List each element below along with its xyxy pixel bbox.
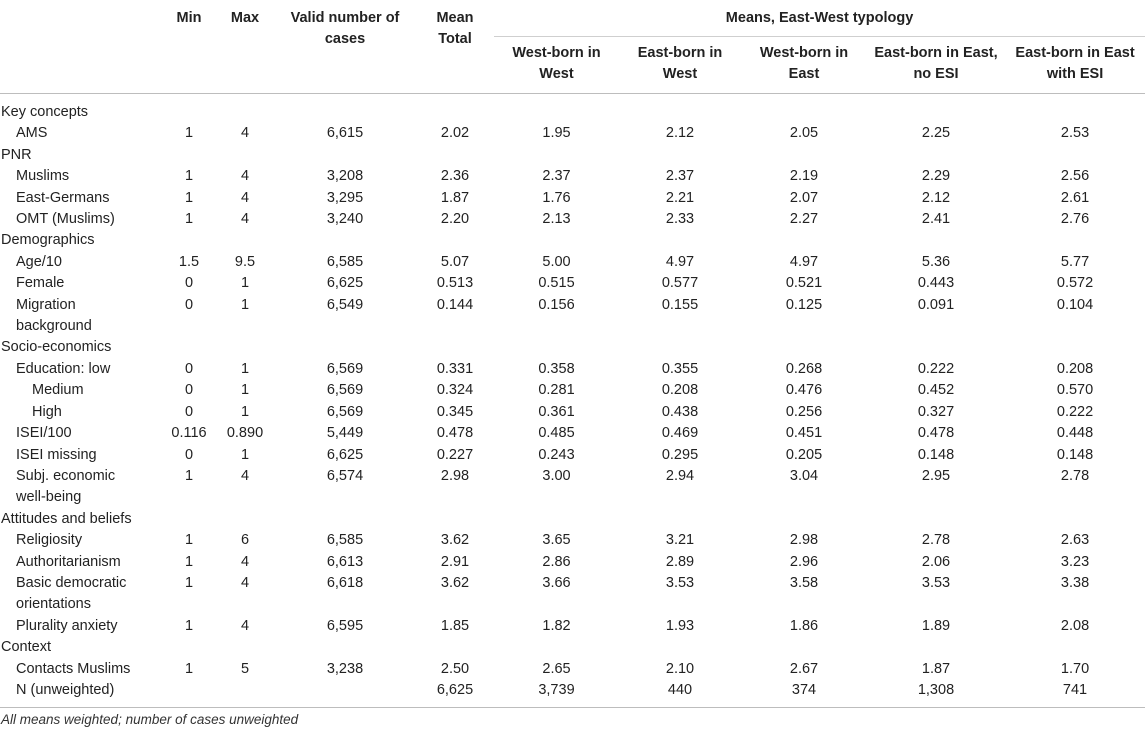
row-label: Contacts Muslims — [16, 660, 131, 677]
cell-group-mean: 0.358 — [538, 360, 575, 377]
cell-empty — [1005, 316, 1145, 337]
cell-min: 0 — [184, 275, 194, 292]
cell-empty — [867, 487, 1005, 508]
table-row — [0, 209, 1145, 230]
row-label: Basic democratic — [16, 574, 127, 591]
cell-group-mean: 2.41 — [921, 211, 951, 228]
section-label: Socio-economics — [1, 339, 112, 356]
cell-valid-cases: 6,569 — [326, 403, 364, 420]
cell-group-mean: 0.125 — [785, 296, 823, 313]
table-row — [0, 402, 1145, 423]
cell-group-mean: 2.95 — [921, 467, 951, 484]
cell-group-mean: 5.36 — [921, 253, 951, 270]
cell-group-mean: 5.00 — [542, 253, 571, 270]
table-row — [0, 423, 1145, 444]
cell-empty — [867, 316, 1005, 337]
cell-mean-total: 0.345 — [436, 403, 474, 420]
cell-mean-total: 0.331 — [436, 360, 474, 377]
cell-valid-cases: 3,240 — [326, 211, 364, 228]
cell-empty — [619, 316, 741, 337]
cell-mean-total: 0.478 — [436, 425, 474, 442]
cell-min: 1 — [184, 574, 194, 591]
cell-group-mean: 2.65 — [542, 660, 571, 677]
cell-group-mean: 2.12 — [665, 125, 695, 142]
cell-group-mean: 0.148 — [1056, 446, 1094, 463]
cell-valid-cases: 6,595 — [326, 617, 364, 634]
cell-group-mean: 0.355 — [661, 360, 699, 377]
cell-group-mean: 741 — [1005, 680, 1145, 708]
cell-mean-total: 5.07 — [440, 253, 470, 270]
row-label: Religiosity — [16, 532, 83, 549]
cell-mean-total: 1.85 — [440, 617, 470, 634]
row-label: Medium — [32, 382, 84, 399]
row-label: Authoritarianism — [16, 553, 121, 570]
cell-group-mean: 0.148 — [917, 446, 955, 463]
cell-max: 1 — [240, 382, 250, 399]
cell-group-mean: 0.268 — [785, 360, 823, 377]
cell-group-mean: 2.27 — [789, 211, 819, 228]
cell-group-mean: 0.448 — [1056, 425, 1094, 442]
cell-group-mean: 1.89 — [921, 617, 951, 634]
cell-group-mean: 2.12 — [921, 189, 951, 206]
cell-group-mean: 4.97 — [789, 253, 819, 270]
cell-group-mean: 3.38 — [1060, 574, 1090, 591]
cell-max: 6 — [240, 532, 250, 549]
cell-empty — [162, 316, 216, 337]
table-note: All means weighted; number of cases unweighted — [1, 712, 299, 727]
row-label: well-being — [16, 489, 82, 506]
cell-min: 1 — [184, 168, 194, 185]
cell-mean-total: 2.98 — [440, 467, 470, 484]
cell-max: 0.890 — [226, 425, 264, 442]
cell-valid-cases: 3,238 — [326, 660, 364, 677]
header-valid-cases: Valid number of cases — [290, 10, 400, 47]
table-row — [0, 252, 1145, 273]
cell-min: 1 — [184, 189, 194, 206]
cell-empty — [274, 594, 416, 615]
cell-group-mean: 3.53 — [665, 574, 695, 591]
cell-group-mean: 2.05 — [789, 125, 819, 142]
cell-group-mean: 2.67 — [789, 660, 819, 677]
cell-group-mean: 2.78 — [1060, 467, 1090, 484]
cell-max: 1 — [240, 446, 250, 463]
cell-max: 4 — [240, 168, 250, 185]
header-max: Max — [230, 10, 260, 26]
cell-empty — [416, 316, 494, 337]
cell-group-mean: 0.208 — [1056, 360, 1094, 377]
cell-mean-total: 2.36 — [440, 168, 470, 185]
cell-min: 1 — [184, 553, 194, 570]
row-label: Age/10 — [16, 253, 62, 270]
row-label: ISEI/100 — [16, 425, 72, 442]
cell-empty — [741, 594, 867, 615]
cell-group-mean: 3.23 — [1060, 553, 1090, 570]
table-row — [0, 616, 1145, 637]
cell-group-mean: 0.438 — [661, 403, 699, 420]
cell-valid-cases: 6,574 — [326, 467, 364, 484]
table-row — [0, 466, 1145, 487]
row-label: Subj. economic — [16, 467, 116, 484]
cell-empty — [216, 487, 274, 508]
cell-group-mean: 1,308 — [867, 680, 1005, 708]
cell-group-mean: 2.07 — [789, 189, 819, 206]
cell-min: 1.5 — [178, 253, 200, 270]
table-row-continuation — [0, 487, 1145, 508]
cell-group-mean: 2.96 — [789, 553, 819, 570]
cell-valid-cases: 3,295 — [326, 189, 364, 206]
cell-empty — [216, 316, 274, 337]
cell-max: 1 — [240, 360, 250, 377]
cell-mean-total: 3.62 — [440, 574, 470, 591]
cell-valid-cases: 6,625 — [326, 446, 364, 463]
cell-group-mean: 0.361 — [538, 403, 575, 420]
cell-group-mean: 374 — [741, 680, 867, 708]
cell-valid-cases: 6,613 — [326, 553, 364, 570]
cell-min: 1 — [184, 532, 194, 549]
cell-group-mean: 2.10 — [665, 660, 695, 677]
cell-group-mean: 3.53 — [921, 574, 951, 591]
cell-empty — [162, 594, 216, 615]
cell-min: 0 — [184, 360, 194, 377]
cell-group-mean: 2.89 — [665, 553, 695, 570]
cell-empty — [494, 487, 619, 508]
cell-empty — [274, 487, 416, 508]
cell-group-mean: 2.86 — [542, 553, 571, 570]
cell-empty — [216, 594, 274, 615]
cell-min: 0 — [184, 403, 194, 420]
cell-group-mean: 0.104 — [1056, 296, 1094, 313]
cell-group-mean: 0.451 — [785, 425, 823, 442]
row-label: OMT (Muslims) — [16, 211, 115, 228]
cell-group-mean: 1.95 — [542, 125, 571, 142]
cell-group-mean: 2.63 — [1060, 532, 1090, 549]
cell-group-mean: 0.515 — [538, 275, 575, 292]
cell-group-mean: 2.37 — [665, 168, 695, 185]
cell-group-mean: 1.93 — [665, 617, 695, 634]
section-row — [0, 509, 1145, 530]
table-row-continuation — [0, 316, 1145, 337]
table-row — [0, 123, 1145, 144]
cell-mean-total: 2.02 — [440, 125, 470, 142]
cell-group-mean: 3.58 — [789, 574, 819, 591]
cell-valid-cases: 6,585 — [326, 253, 364, 270]
cell-group-mean: 2.21 — [665, 189, 695, 206]
cell-min: 0.116 — [171, 425, 207, 442]
cell-group-mean: 3.66 — [542, 574, 571, 591]
cell-group-mean: 4.97 — [665, 253, 695, 270]
section-label: Key concepts — [1, 104, 89, 120]
cell-empty — [867, 594, 1005, 615]
row-label: AMS — [16, 125, 48, 142]
cell-group-mean: 2.06 — [921, 553, 951, 570]
cell-group-mean: 3.21 — [665, 532, 695, 549]
cell-max: 1 — [240, 275, 250, 292]
cell-group-mean: 3.04 — [789, 467, 819, 484]
cell-group-mean: 1.70 — [1060, 660, 1090, 677]
cell-group-mean: 5.77 — [1060, 253, 1090, 270]
cell-group-mean: 2.61 — [1060, 189, 1090, 206]
cell-group-mean: 2.25 — [921, 125, 951, 142]
cell-group-mean: 0.521 — [785, 275, 823, 292]
cell-group-mean: 0.091 — [917, 296, 955, 313]
cell-valid-cases: 6,549 — [326, 296, 364, 313]
row-label: Migration — [16, 296, 76, 313]
cell-group-mean: 1.76 — [542, 189, 571, 206]
cell-group-mean: 0.295 — [661, 446, 699, 463]
table-row — [0, 530, 1145, 551]
cell-max: 4 — [240, 467, 250, 484]
cell-group-mean: 0.485 — [538, 425, 575, 442]
table-row — [0, 295, 1145, 316]
cell-group-mean: 0.222 — [917, 360, 955, 377]
cell-group-mean: 2.56 — [1060, 168, 1090, 185]
cell-max: 4 — [240, 574, 250, 591]
cell-group-mean: 440 — [619, 680, 741, 708]
table-row — [0, 552, 1145, 573]
cell-empty — [494, 594, 619, 615]
cell-min: 0 — [184, 446, 194, 463]
section-row — [0, 637, 1145, 658]
cell-group-mean: 3,739 — [494, 680, 619, 708]
cell-group-mean: 2.29 — [921, 168, 951, 185]
cell-mean-total: 0.513 — [436, 275, 474, 292]
cell-min — [162, 680, 216, 708]
section-row — [0, 337, 1145, 358]
header-group-title: Means, East-West typology — [725, 10, 914, 26]
cell-max: 9.5 — [234, 253, 256, 270]
row-label: Education: low — [16, 360, 111, 377]
cell-max: 4 — [240, 553, 250, 570]
section-label: Context — [1, 639, 51, 656]
header-min: Min — [176, 10, 202, 26]
table-row — [0, 659, 1145, 680]
cell-valid-cases: 6,585 — [326, 532, 364, 549]
cell-group-mean: 2.19 — [789, 168, 819, 185]
cell-group-mean: 2.33 — [665, 211, 695, 228]
cell-group-mean: 2.53 — [1060, 125, 1090, 142]
cell-valid-cases: 6,615 — [326, 125, 364, 142]
cell-mean-total: 3.62 — [440, 532, 470, 549]
cell-empty — [162, 487, 216, 508]
row-label: orientations — [16, 596, 91, 613]
cell-group-mean: 2.76 — [1060, 211, 1090, 228]
cell-group-mean: 0.243 — [538, 446, 575, 463]
cell-max: 4 — [240, 617, 250, 634]
cell-group-mean: 3.65 — [542, 532, 571, 549]
cell-max: 4 — [240, 125, 250, 142]
row-label: Plurality anxiety — [16, 617, 118, 634]
cell-group-mean: 2.37 — [542, 168, 571, 185]
row-label: Muslims — [16, 168, 70, 185]
header-group: East-born in East, no ESI — [867, 37, 1005, 94]
cell-empty — [494, 316, 619, 337]
header-group: West-born in East — [741, 37, 867, 94]
cell-empty — [1005, 487, 1145, 508]
cell-mean-total: 1.87 — [440, 189, 470, 206]
table-row — [0, 680, 1145, 708]
cell-group-mean: 1.87 — [921, 660, 951, 677]
table-row-continuation — [0, 594, 1145, 615]
cell-mean-total: 2.50 — [440, 660, 470, 677]
cell-group-mean: 2.08 — [1060, 617, 1090, 634]
cell-min: 1 — [184, 660, 194, 677]
table-row — [0, 573, 1145, 594]
cell-mean-total: 6,625 — [416, 680, 494, 708]
cell-empty — [619, 594, 741, 615]
cell-group-mean: 3.00 — [542, 467, 571, 484]
cell-group-mean: 0.469 — [661, 425, 699, 442]
header-group: West-born in West — [494, 37, 619, 94]
table-body — [0, 94, 1145, 708]
header-group: East-born in West — [619, 37, 741, 94]
cell-group-mean: 1.82 — [542, 617, 571, 634]
cell-empty — [1005, 594, 1145, 615]
cell-group-mean: 2.13 — [542, 211, 571, 228]
header-row-label — [0, 0, 162, 94]
table-row — [0, 380, 1145, 401]
section-label: Demographics — [1, 232, 95, 249]
cell-min: 1 — [184, 125, 194, 142]
cell-valid-cases: 5,449 — [326, 425, 364, 442]
cell-group-mean: 0.256 — [785, 403, 823, 420]
cell-empty — [619, 487, 741, 508]
cell-group-mean: 1.86 — [789, 617, 819, 634]
cell-group-mean: 0.222 — [1056, 403, 1094, 420]
cell-mean-total: 0.324 — [436, 382, 474, 399]
cell-group-mean: 2.94 — [665, 467, 695, 484]
cell-mean-total: 2.91 — [440, 553, 470, 570]
cell-empty — [741, 487, 867, 508]
cell-valid-cases: 6,569 — [326, 382, 364, 399]
cell-max: 4 — [240, 189, 250, 206]
cell-mean-total: 2.20 — [440, 211, 470, 228]
cell-group-mean: 0.570 — [1056, 382, 1094, 399]
table-row — [0, 166, 1145, 187]
cell-valid-cases: 6,618 — [326, 574, 364, 591]
cell-valid-cases: 6,569 — [326, 360, 364, 377]
row-label: East-Germans — [16, 189, 110, 206]
cell-empty — [416, 487, 494, 508]
row-label: N (unweighted) — [0, 680, 162, 708]
cell-max: 5 — [240, 660, 250, 677]
cell-empty — [274, 316, 416, 337]
cell-min: 0 — [184, 296, 194, 313]
row-label: ISEI missing — [16, 446, 97, 463]
cell-min: 1 — [184, 467, 194, 484]
cell-group-mean: 0.327 — [917, 403, 955, 420]
cell-group-mean: 0.281 — [538, 382, 575, 399]
cell-max: 4 — [240, 211, 250, 228]
cell-empty — [416, 594, 494, 615]
section-row — [0, 230, 1145, 251]
cell-min: 1 — [184, 211, 194, 228]
cell-min: 0 — [184, 382, 194, 399]
cell-valid-cases — [274, 680, 416, 708]
cell-group-mean: 0.208 — [661, 382, 699, 399]
cell-mean-total: 0.227 — [436, 446, 474, 463]
row-label: background — [16, 318, 92, 335]
table-row — [0, 359, 1145, 380]
cell-empty — [741, 316, 867, 337]
cell-group-mean: 0.572 — [1056, 275, 1094, 292]
cell-group-mean: 0.478 — [917, 425, 955, 442]
section-row — [0, 145, 1145, 166]
header-mean-total: Mean Total — [436, 10, 474, 47]
cell-valid-cases: 3,208 — [326, 168, 364, 185]
cell-group-mean: 0.205 — [785, 446, 823, 463]
table-row — [0, 273, 1145, 294]
cell-group-mean: 2.98 — [789, 532, 819, 549]
section-label: PNR — [1, 146, 32, 163]
cell-group-mean: 0.443 — [917, 275, 955, 292]
cell-valid-cases: 6,625 — [326, 275, 364, 292]
cell-max: 1 — [240, 403, 250, 420]
cell-group-mean: 0.155 — [661, 296, 699, 313]
cell-group-mean: 0.452 — [917, 382, 955, 399]
cell-group-mean: 0.156 — [538, 296, 575, 313]
cell-min: 1 — [184, 617, 194, 634]
cell-group-mean: 2.78 — [921, 532, 951, 549]
section-row — [0, 94, 1145, 124]
cell-group-mean: 0.577 — [661, 275, 699, 292]
row-label: Female — [16, 275, 65, 292]
table-row — [0, 188, 1145, 209]
header-group: East-born in East with ESI — [1005, 37, 1145, 94]
cell-max: 1 — [240, 296, 250, 313]
cell-group-mean: 0.476 — [785, 382, 823, 399]
table-row — [0, 445, 1145, 466]
section-label: Attitudes and beliefs — [1, 510, 132, 527]
cell-max — [216, 680, 274, 708]
row-label: High — [32, 403, 62, 420]
cell-mean-total: 0.144 — [436, 296, 474, 313]
